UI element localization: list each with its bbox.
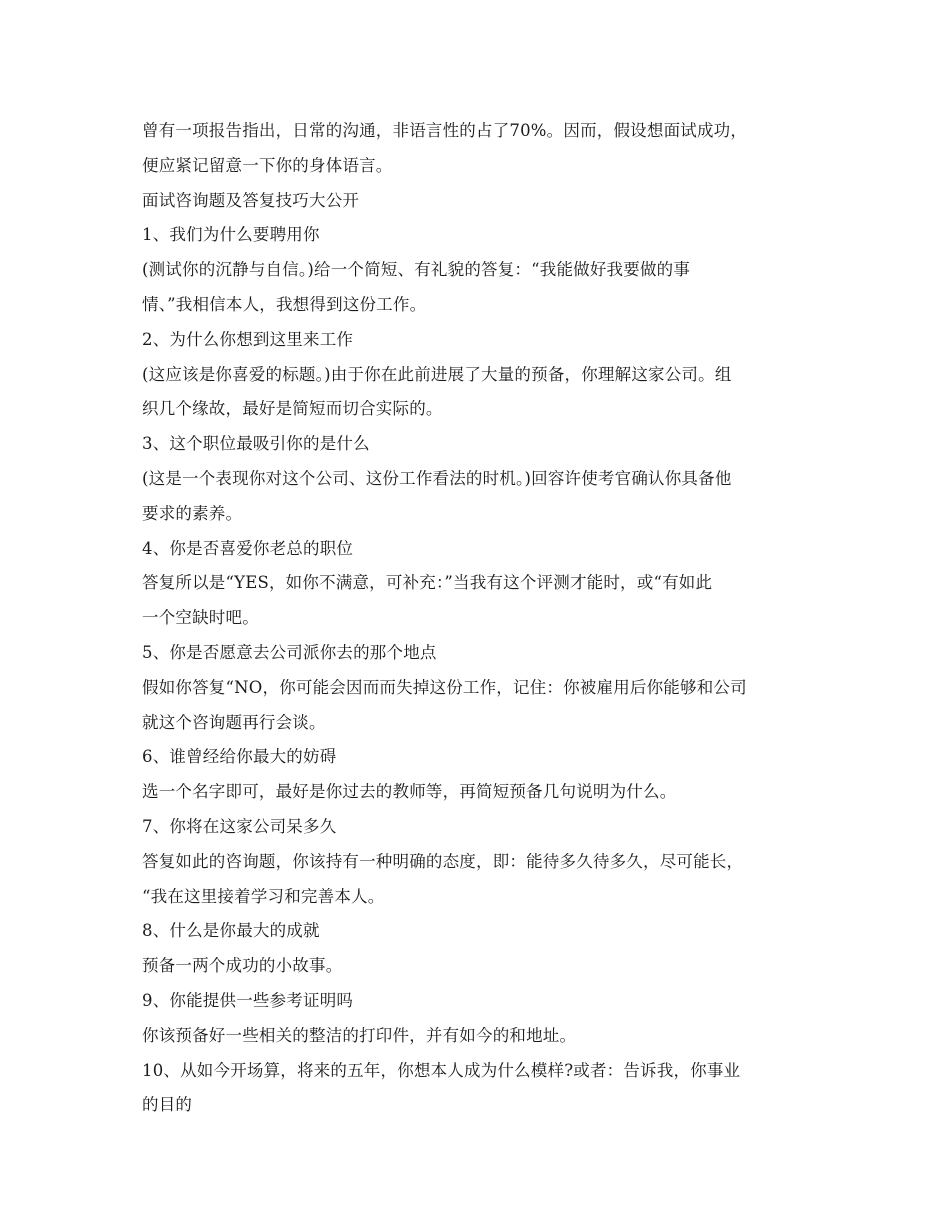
qa-item-4 [142,532,812,636]
question-heading: 3、这个职位最吸引你的是什么 [142,434,370,454]
qa-item-1 [142,218,812,322]
answer-line: 的目的 [142,1095,193,1115]
qa-item-5 [142,636,812,740]
answer-line: 一个空缺时吧。 [142,608,259,628]
answer-line: (这是一个表现你对这个公司、这份工作看法的时机。)回容许使考官确认你具备他 [142,468,732,488]
intro-line: 曾有一项报告指出，日常的沟通，非语言性的占了70%。因而，假设想面试成功， [142,121,748,140]
question-heading: 5、你是否愿意去公司派你去的那个地点 [142,642,437,662]
intro-line: 便应紧记留意一下你的身体语言。 [142,155,393,175]
answer-line: (测试你的沉静与自信。)给一个简短、有礼貌的答复：“我能做好我要做的事 [142,260,691,280]
question-heading: 10、从如今开场算，将来的五年，你想本人成为什么模样?或者：告诉我，你事业 [142,1060,741,1080]
question-heading: 7、你将在这家公司呆多久 [142,816,337,836]
answer-line: “我在这里接着学习和完善本人。 [142,886,385,906]
answer-line: 就这个咨询题再行会谈。 [142,712,326,732]
answer-line: (这应该是你喜爱的标题。)由于你在此前进展了大量的预备，你理解这家公司。组 [142,364,732,384]
answer-line: 情、”我相信本人，我想得到这份工作。 [142,294,427,314]
answer-line: 要求的素养。 [142,503,243,523]
qa-item-3 [142,427,812,531]
question-heading: 2、为什么你想到这里来工作 [142,329,354,349]
question-heading: 1、我们为什么要聘用你 [142,225,320,245]
answer-line: 织几个缘故，最好是简短而切合实际的。 [142,399,443,419]
intro-paragraph [142,114,812,184]
document-page [142,114,812,1123]
qa-item-7 [142,810,812,914]
question-heading: 6、谁曾经给你最大的妨碍 [142,747,337,767]
answer-line: 假如你答复“NO，你可能会因而而失掉这份工作，记住：你被雇用后你能够和公司 [142,677,747,697]
qa-item-9 [142,984,812,1054]
answer-line: 答复所以是“YES，如你不满意，可补充：”当我有这个评测才能时，或“有如此 [142,573,713,593]
answer-line: 预备一两个成功的小故事。 [142,956,343,976]
answer-line: 选一个名字即可，最好是你过去的教师等，再简短预备几句说明为什么。 [142,782,677,802]
qa-item-2 [142,323,812,427]
question-heading: 4、你是否喜爱你老总的职位 [142,538,354,558]
answer-line: 你该预备好一些相关的整洁的打印件，并有如今的和地址。 [142,1025,577,1045]
qa-item-6 [142,740,812,810]
question-heading: 9、你能提供一些参考证明吗 [142,990,354,1010]
qa-item-10 [142,1054,812,1124]
question-heading: 8、什么是你最大的成就 [142,921,320,941]
answer-line: 答复如此的咨询题，你该持有一种明确的态度，即：能待多久待多久，尽可能长， [142,851,744,871]
section-title: 面试咨询题及答复技巧大公开 [142,190,360,210]
qa-item-8 [142,914,812,984]
